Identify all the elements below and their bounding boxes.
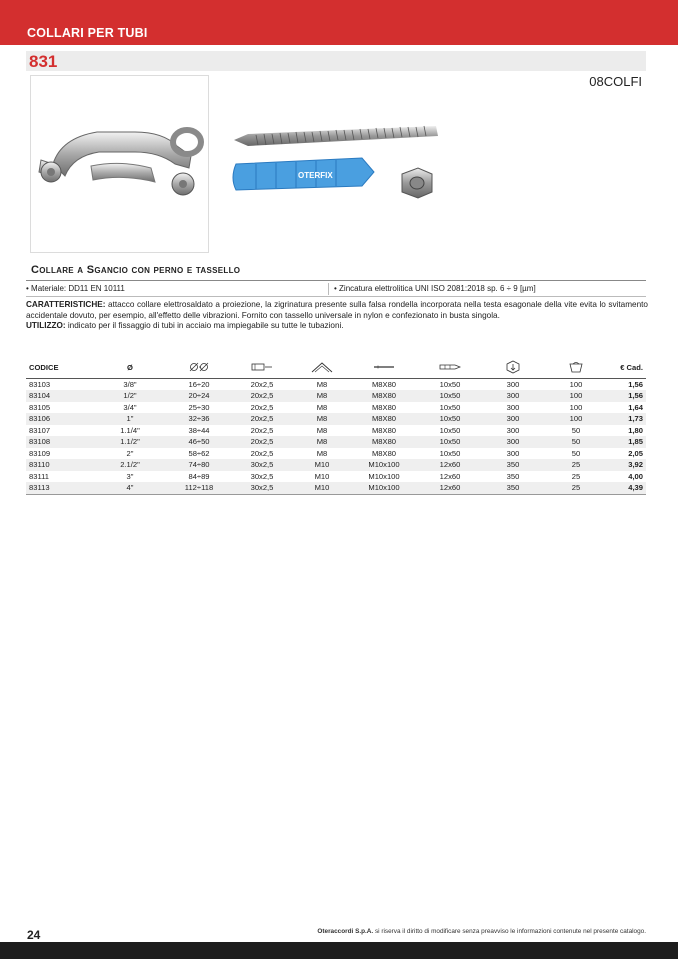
cell-range: 46÷50 — [168, 436, 230, 448]
cell-box: 350 — [482, 459, 544, 471]
reference-code: 08COLFI — [589, 74, 642, 89]
product-photo — [30, 75, 209, 253]
bolt-dowel-nut-illustration — [226, 100, 456, 220]
screw-icon — [311, 361, 333, 373]
cell-pack: 50 — [571, 425, 581, 435]
table-row — [26, 425, 646, 437]
cell-dowel: 10x50 — [418, 436, 482, 448]
cell-diameter: 2" — [126, 448, 134, 458]
cell-codice: 83107 — [29, 425, 51, 435]
table-row — [26, 436, 646, 448]
table-row — [26, 482, 646, 494]
cell-price: 1,56 — [628, 379, 643, 389]
spec-row — [26, 283, 646, 295]
cell-screw: M8 — [316, 425, 328, 435]
product-code-bar — [26, 51, 646, 71]
col-screw — [294, 358, 350, 378]
cell-pack: 100 — [544, 413, 608, 425]
col-band — [230, 358, 294, 378]
col-box — [482, 358, 544, 378]
cell-price: 3,92 — [608, 459, 646, 471]
cell-bolt: M10x100 — [350, 482, 418, 494]
table-row — [26, 459, 646, 471]
col-range — [168, 358, 230, 378]
cell-dowel: 10x50 — [439, 425, 461, 435]
cell-codice: 83110 — [26, 459, 92, 471]
col-codice: CODICE — [26, 358, 92, 378]
cell-codice: 83111 — [29, 471, 49, 481]
cell-price: 1,56 — [608, 390, 646, 402]
cell-price: 4,39 — [608, 482, 646, 494]
cell-bolt: M8X80 — [350, 413, 418, 425]
cell-screw: M10 — [314, 471, 330, 481]
page-number: 24 — [27, 928, 41, 942]
spec-divider — [328, 283, 329, 295]
cell-diameter: 2.1/2" — [92, 459, 168, 471]
cell-box: 300 — [506, 425, 520, 435]
cell-bolt: M8X80 — [350, 436, 418, 448]
characteristics-label: CARATTERISTICHE: — [26, 300, 106, 309]
cell-screw: M10 — [294, 482, 350, 494]
cell-box: 300 — [482, 436, 544, 448]
cell-pack: 25 — [571, 471, 581, 481]
cell-pack: 50 — [544, 436, 608, 448]
product-title: Collare a Sgancio con perno e tassello — [31, 264, 241, 276]
cell-box: 300 — [482, 413, 544, 425]
spec-divider-line — [26, 296, 646, 297]
threaded-bolt-icon — [373, 363, 395, 371]
cell-bolt: M8X80 — [371, 379, 397, 389]
cell-band: 20x2,5 — [250, 379, 274, 389]
cell-range: 20÷24 — [168, 390, 230, 402]
cell-dowel: 10x50 — [418, 390, 482, 402]
table-header-row — [26, 358, 646, 378]
characteristics-paragraph — [26, 300, 648, 321]
cell-dowel: 12x60 — [439, 471, 461, 481]
dowel-brand: OTERFIX — [298, 171, 333, 180]
cell-band: 30x2,5 — [230, 482, 294, 494]
cell-box: 350 — [506, 471, 520, 481]
cell-codice: 83113 — [26, 482, 92, 494]
cell-dowel: 12x60 — [418, 482, 482, 494]
cell-band: 20x2,5 — [250, 448, 274, 458]
cell-codice: 83105 — [29, 402, 51, 412]
cell-band: 20x2,5 — [230, 413, 294, 425]
footer-disclaimer — [317, 928, 646, 935]
pack-quantity-icon — [568, 361, 584, 373]
cell-price: 1,73 — [608, 413, 646, 425]
table-row — [26, 378, 646, 390]
product-table — [26, 358, 646, 495]
cell-pack: 100 — [544, 390, 608, 402]
usage-paragraph — [26, 321, 648, 332]
cell-diameter: 1.1/4" — [120, 425, 140, 435]
cell-range: 74÷80 — [168, 459, 230, 471]
cell-screw: M8 — [294, 436, 350, 448]
cell-range: 32÷36 — [168, 413, 230, 425]
cell-diameter: 4" — [92, 482, 168, 494]
cell-bolt: M8X80 — [350, 390, 418, 402]
cell-range: 25÷30 — [188, 402, 210, 412]
cell-diameter: 1/2" — [92, 390, 168, 402]
table-row — [26, 413, 646, 425]
cell-screw: M8 — [316, 379, 328, 389]
cell-band: 20x2,5 — [230, 436, 294, 448]
cell-codice: 83108 — [26, 436, 92, 448]
cell-dowel: 10x50 — [439, 448, 461, 458]
cell-range: 84÷89 — [188, 471, 210, 481]
cell-diameter: 3/8" — [123, 379, 137, 389]
col-pack — [544, 358, 608, 378]
footer-company: Oteraccordi S.p.A. — [317, 928, 374, 935]
cell-codice: 83104 — [26, 390, 92, 402]
cell-price: 4,00 — [628, 471, 643, 481]
cell-diameter: 3/4" — [123, 402, 137, 412]
col-dowel — [418, 358, 482, 378]
cell-diameter: 1" — [92, 413, 168, 425]
title-divider — [26, 280, 646, 281]
characteristics-text: attacco collare elettrosaldato a proiezione, la zigrinatura presente sulla falsa rondella incorporata nella testa esagonale della vite evita lo svitamento accidentale dovuto, per esempio, all'effetto delle vibrazioni. Fornito con tassello universale in nylon e confezionato in busta singola. — [26, 300, 648, 320]
box-quantity-icon — [506, 360, 520, 374]
spec-coating: • Zincatura elettrolitica UNI ISO 2081:2018 sp. 6 ÷ 9 [µm] — [334, 284, 536, 293]
cell-price: 1,64 — [628, 402, 643, 412]
col-price: € Cad. — [608, 358, 646, 378]
cell-range: 112÷118 — [168, 482, 230, 494]
section-title: COLLARI PER TUBI — [27, 26, 148, 40]
footer-disclaimer-text: si riserva il diritto di modificare senza preavviso le informazioni contenute nel presente catalogo. — [373, 928, 646, 935]
cell-pack: 50 — [571, 448, 581, 458]
table-row — [26, 471, 646, 483]
spec-material: • Materiale: DD11 EN 10111 — [26, 284, 125, 293]
cell-bolt: M10x100 — [368, 471, 400, 481]
cell-bolt: M8X80 — [371, 448, 397, 458]
cell-bolt: M8X80 — [371, 425, 397, 435]
table-row — [26, 448, 646, 460]
cell-price: 1,85 — [608, 436, 646, 448]
dowel-icon — [439, 363, 461, 371]
cell-price: 1,80 — [628, 425, 643, 435]
cell-box: 300 — [482, 390, 544, 402]
band-size-icon — [251, 362, 273, 372]
table-row — [26, 402, 646, 414]
cell-screw: M8 — [294, 413, 350, 425]
cell-bolt: M8X80 — [371, 402, 397, 412]
col-bolt — [350, 358, 418, 378]
cell-price: 2,05 — [628, 448, 643, 458]
cell-range: 38÷44 — [188, 425, 210, 435]
nylon-dowel — [233, 158, 374, 190]
usage-text: indicato per il fissaggio di tubi in acciaio ma impiegabile su tutte le tubazioni. — [65, 321, 344, 331]
cell-screw: M8 — [294, 390, 350, 402]
cell-box: 300 — [506, 402, 520, 412]
cell-box: 300 — [506, 448, 520, 458]
product-table-body — [26, 378, 646, 494]
cell-dowel: 12x60 — [418, 459, 482, 471]
threaded-bolt — [234, 126, 438, 146]
diameter-range-icon — [189, 362, 209, 372]
table-row — [26, 390, 646, 402]
cell-screw: M8 — [316, 448, 328, 458]
cell-dowel: 10x50 — [439, 379, 461, 389]
cell-band: 20x2,5 — [250, 402, 274, 412]
cell-box: 300 — [506, 379, 520, 389]
cell-box: 350 — [482, 482, 544, 494]
cell-bolt: M10x100 — [350, 459, 418, 471]
hex-nut — [402, 168, 432, 198]
footer-band — [0, 942, 678, 959]
cell-codice: 83103 — [29, 379, 51, 389]
pipe-clamp-illustration — [31, 76, 208, 252]
product-description — [26, 300, 648, 332]
cell-codice: 83109 — [29, 448, 51, 458]
cell-codice: 83106 — [26, 413, 92, 425]
cell-diameter: 1.1/2" — [92, 436, 168, 448]
cell-dowel: 10x50 — [439, 402, 461, 412]
cell-dowel: 10x50 — [418, 413, 482, 425]
cell-band: 20x2,5 — [250, 425, 274, 435]
cell-range: 58÷62 — [188, 448, 210, 458]
cell-range: 16÷20 — [188, 379, 210, 389]
cell-screw: M8 — [316, 402, 328, 412]
cell-band: 20x2,5 — [230, 390, 294, 402]
cell-screw: M10 — [294, 459, 350, 471]
cell-band: 30x2,5 — [230, 459, 294, 471]
accessories-photo — [226, 100, 456, 220]
cell-pack: 25 — [544, 482, 608, 494]
cell-diameter: 3" — [126, 471, 134, 481]
cell-pack: 25 — [544, 459, 608, 471]
product-code: 831 — [29, 52, 58, 71]
usage-label: UTILIZZO: — [26, 321, 66, 331]
cell-pack: 100 — [569, 402, 583, 412]
cell-band: 30x2,5 — [250, 471, 274, 481]
cell-pack: 100 — [569, 379, 583, 389]
col-diameter: Ø — [92, 358, 168, 378]
